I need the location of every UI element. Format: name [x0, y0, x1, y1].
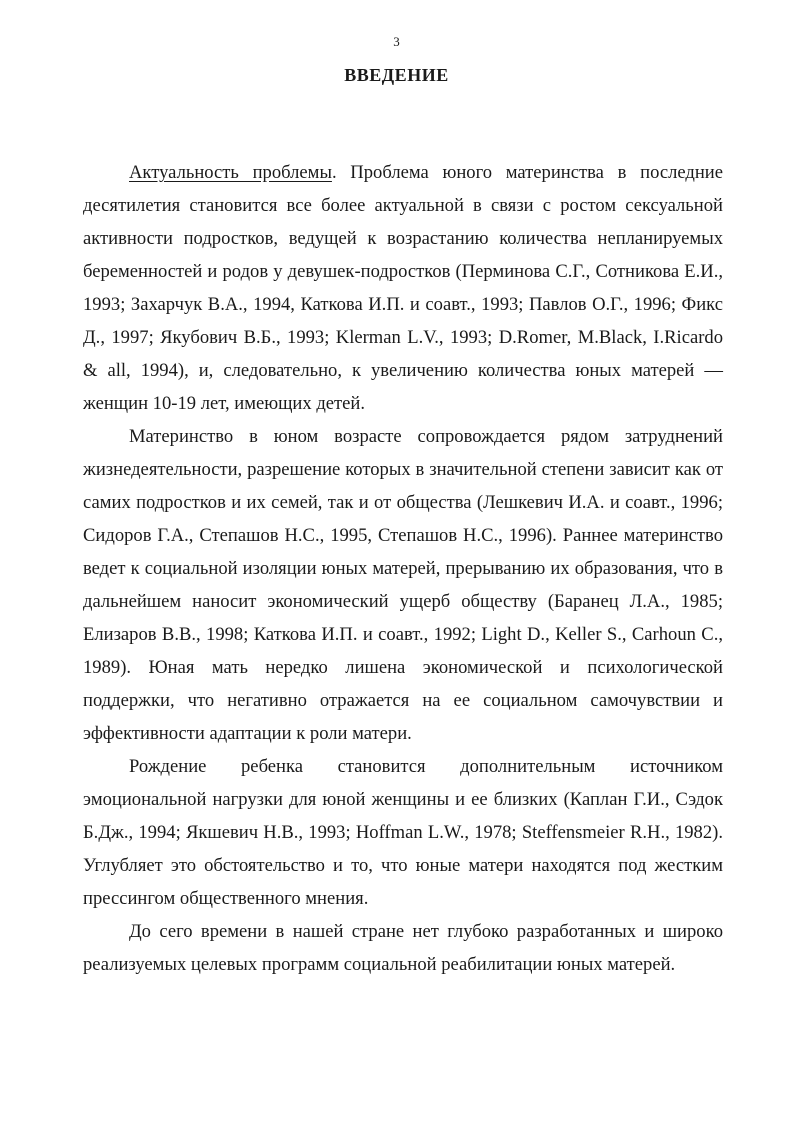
- paragraph-programs: До сего времени в нашей стране нет глубоко разработанных и широко реализуемых целевых программ социальной реабилитации юных матерей.: [83, 921, 723, 975]
- page-number: 3: [393, 34, 400, 49]
- paragraph-text: . Проблема юного материнства в последние десятилетия становится все более актуальной в связи с ростом сексуальной активности подростков, ведущей к возрастанию количества непланируемых беременностей и родов у девушек-подростков (Перминова С.Г., Сотникова Е.И., 1993; Захарчук В.А., 1994, Каткова И.П. и соавт., 1993; Павлов О.Г., 1996; Фикс Д., 1997; Якубович В.Б., 1993; Klerman L.V., 1993; D.Romer, M.Black, I.Ricardo & all, 1994), и, следовательно, к увеличению количества юных матерей — женщин 10-19 лет, имеющих детей.: [83, 162, 723, 414]
- paragraph-relevance: [83, 156, 723, 420]
- document-body: [83, 156, 723, 981]
- paragraph-emotional-load: Рождение ребенка становится дополнительным источником эмоциональной нагрузки для юной женщины и ее близких (Каплан Г.И., Сэдок Б.Дж., 1994; Якшевич Н.В., 1993; Hoffman L.W., 1978; Steffensmeier R.H., 1982). Углубляет это обстоятельство и то, что юные матери находятся под жестким прессингом общественного мнения.: [83, 756, 723, 909]
- section-lead-relevance: Актуальность проблемы: [129, 162, 332, 183]
- page-title: ВВЕДЕНИЕ: [344, 65, 449, 85]
- paragraph-early-motherhood: Материнство в юном возрасте сопровождается рядом затруднений жизнедеятельности, разрешение которых в значительной степени зависит как от самих подростков и их семей, так и от общества (Лешкевич И.А. и соавт., 1996; Сидоров Г.А., Степашов Н.С., 1995, Степашов Н.С., 1996). Раннее материнство ведет к социальной изоляции юных матерей, прерыванию их образования, что в дальнейшем наносит экономический ущерб обществу (Баранец Л.А., 1985; Елизаров В.В., 1998; Каткова И.П. и соавт., 1992; Light D., Keller S., Carhoun C., 1989). Юная мать нередко лишена экономической и психологической поддержки, что негативно отражается на ее социальном самочувствии и эффективности адаптации к роли матери.: [83, 426, 723, 744]
